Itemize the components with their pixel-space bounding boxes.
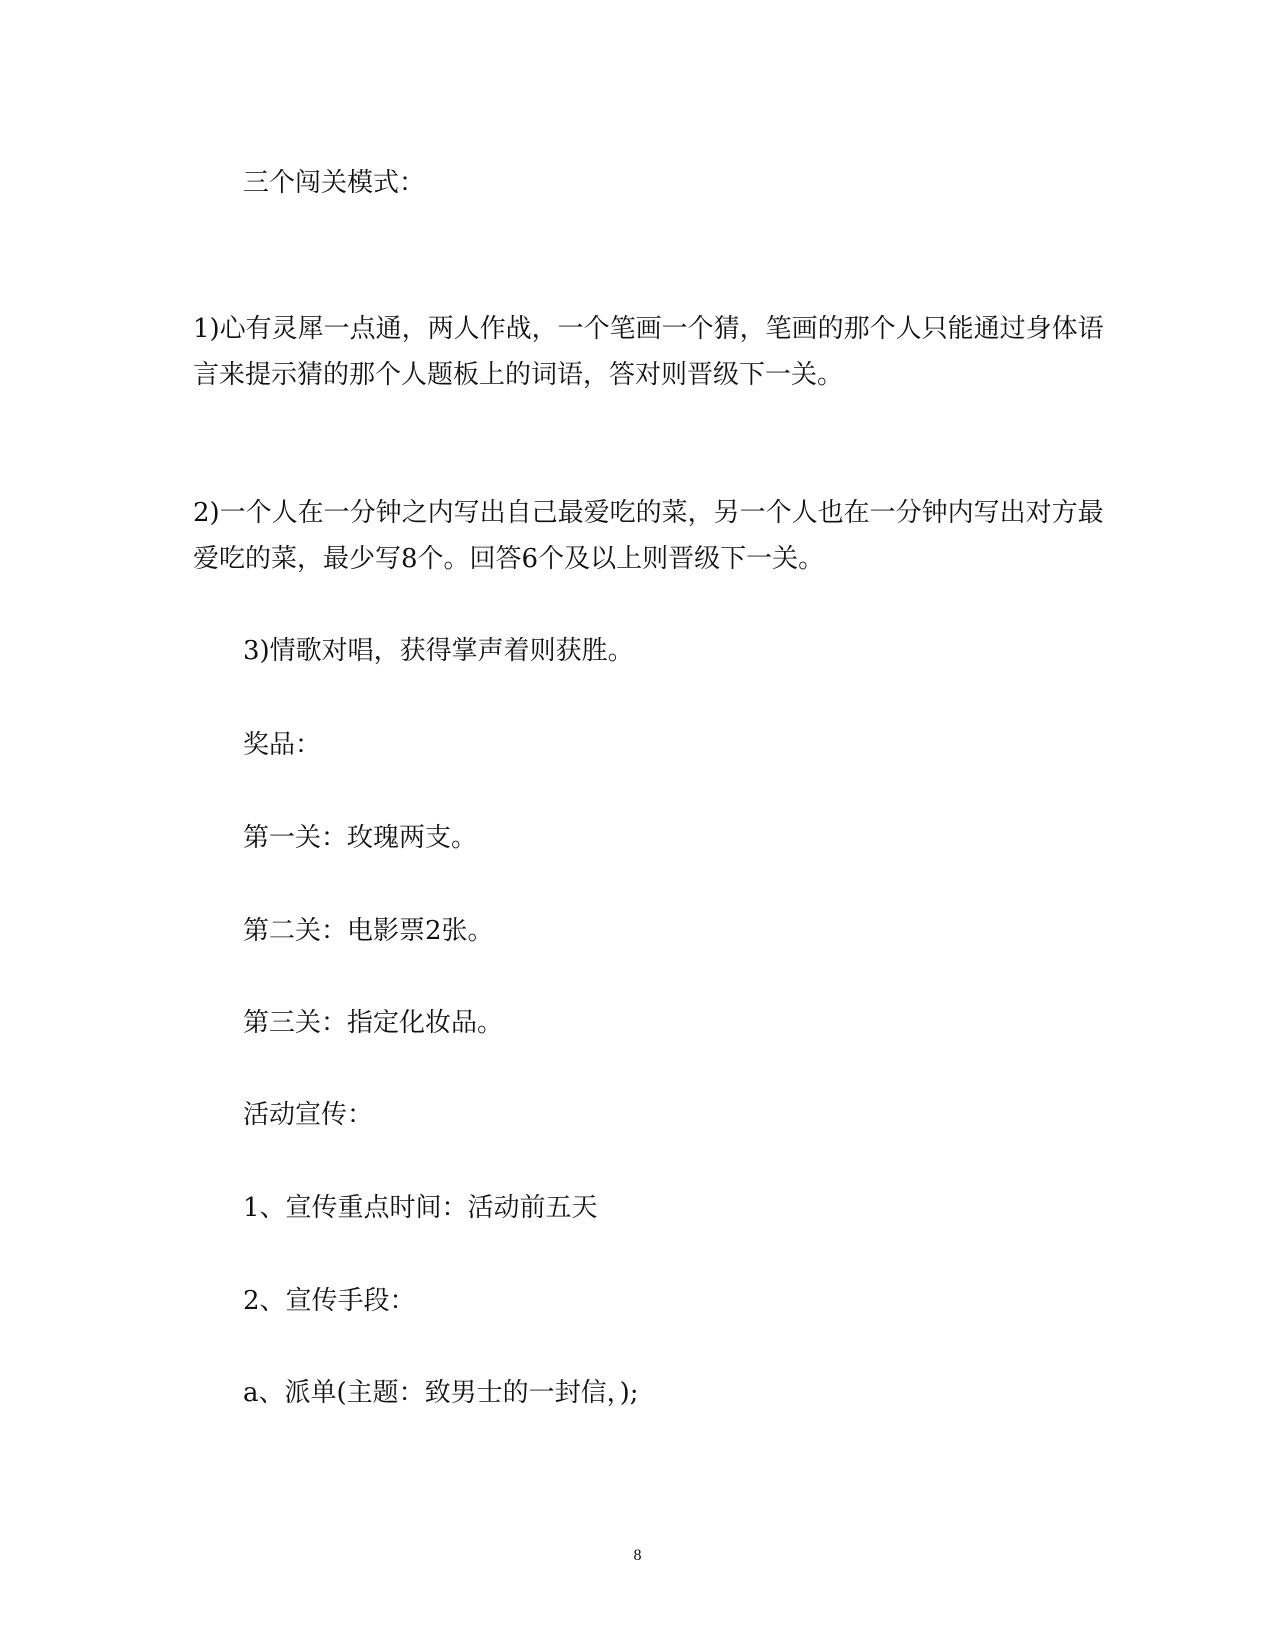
prize3: 第三关：指定化妆品。 — [243, 1008, 504, 1038]
promo-heading: 活动宣传： — [243, 1100, 374, 1130]
mode1-line1: 1)心有灵犀一点通，两人作战，一个笔画一个猜，笔画的那个人只能通过身体语 — [193, 314, 1104, 344]
mode3: 3)情歌对唱，获得掌声着则获胜。 — [243, 636, 634, 666]
modes-heading: 三个闯关模式： — [243, 168, 426, 198]
promo-a: a、派单(主题：致男士的一封信，); — [243, 1378, 639, 1408]
prizes-heading: 奖品： — [243, 730, 322, 760]
promo2: 2、宣传手段： — [243, 1286, 416, 1316]
mode2-line1: 2)一个人在一分钟之内写出自己最爱吃的菜，另一个人也在一分钟内写出对方最 — [193, 498, 1104, 528]
prize2: 第二关：电影票2张。 — [243, 916, 494, 946]
page-number: 8 — [633, 1547, 642, 1564]
prize1: 第一关：玫瑰两支。 — [243, 823, 478, 853]
promo1: 1、宣传重点时间：活动前五天 — [243, 1193, 598, 1223]
mode2-line2: 爱吃的菜，最少写8个。回答6个及以上则晋级下一关。 — [193, 544, 825, 574]
mode1-line2: 言来提示猜的那个人题板上的词语，答对则晋级下一关。 — [193, 360, 844, 390]
